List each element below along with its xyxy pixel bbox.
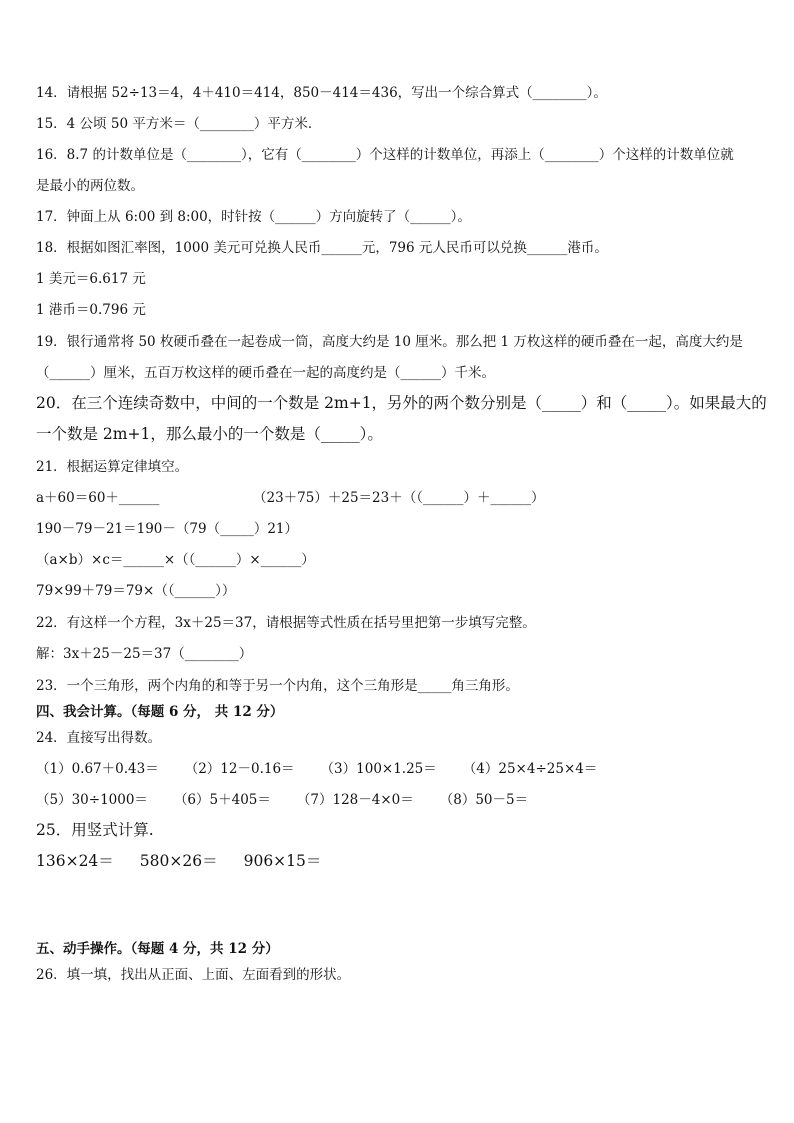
question-24-row2 (36, 791, 554, 809)
question-16-line1: 16．8.7 的计数单位是（________），它有（________）个这样的计数单位，再添上（________）个这样的计数单位就 (36, 147, 734, 163)
question-15: 15．4 公顷 50 平方米＝（________）平方米． (36, 116, 322, 132)
question-14: 14．请根据 52÷13＝4，4＋410＝414，850－414＝436，写出一个综合算式（________）。 (36, 85, 607, 101)
question-26: 26．填一填，找出从正面、上面、左面看到的形状。 (36, 967, 351, 983)
question-23: 23．一个三角形，两个内角的和等于另一个内角，这个三角形是_____角三角形。 (36, 678, 519, 694)
section-5-title: 五、动手操作。（每题 4 分，共 12 分） (36, 941, 279, 957)
calc-item: （6）5＋405＝ (173, 792, 271, 808)
calc-item: （5）30÷1000＝ (36, 792, 148, 808)
calc-item: （1）0.67＋0.43＝ (36, 761, 159, 777)
question-18: 18．根据如图汇率图，1000 美元可兑换人民币______元，796 元人民币可以兑换______港币。 (36, 240, 608, 256)
question-24: 24．直接写出得数。 (36, 730, 162, 746)
question-17: 17．钟面上从 6:00 到 8:00，时针按（______）方向旋转了（______）。 (36, 209, 471, 225)
question-21-item-b: （23＋75）＋25＝23＋（（______）＋______） (253, 490, 545, 506)
calc-item: （4）25×4÷25×4＝ (462, 761, 598, 777)
vertical-calc-item: 906×15＝ (243, 852, 322, 870)
section-4-title: 四、我会计算。（每题 6 分， 共 12 分） (36, 704, 284, 720)
question-21-item-d: （a×b）×c＝______×（（______）×______） (36, 552, 315, 568)
exchange-rate-hkd: 1 港币＝0.796 元 (36, 302, 146, 318)
question-22: 22．有这样一个方程，3x＋25＝37，请根据等式性质在括号里把第一步填写完整。 (36, 615, 536, 631)
question-22-solution: 解：3x＋25－25＝37（________） (36, 646, 253, 662)
question-24-row1 (36, 760, 623, 778)
question-25: 25．用竖式计算. (36, 821, 154, 839)
exchange-rate-usd: 1 美元＝6.617 元 (36, 271, 146, 287)
question-21: 21．根据运算定律填空。 (36, 459, 189, 475)
calc-item: （8）50－5＝ (439, 792, 529, 808)
question-20-line1: 20．在三个连续奇数中，中间的一个数是 2m+1，另外的两个数分别是（_____）和（_____）。如果最大的 (36, 394, 767, 412)
question-19-line1: 19．银行通常将 50 枚硬币叠在一起卷成一筒，高度大约是 10 厘米。那么把 1 万枚这样的硬币叠在一起，高度大约是 (36, 334, 743, 350)
question-21-item-a: a＋60＝60＋______ (36, 490, 160, 506)
question-25-items (36, 852, 347, 870)
vertical-calc-item: 580×26＝ (139, 852, 218, 870)
question-20-line2: 一个数是 2m+1，那么最小的一个数是（_____）。 (36, 425, 383, 443)
question-16-line2: 是最小的两位数。 (36, 178, 144, 194)
calc-item: （7）128－4×0＝ (296, 792, 414, 808)
question-21-item-e: 79×99＋79＝79×（（______）） (36, 583, 236, 599)
question-19-line2: （______）厘米，五百万枚这样的硬币叠在一起的高度约是（______）千米。 (36, 365, 495, 381)
vertical-calc-item: 136×24＝ (36, 852, 114, 870)
question-21-item-c: 190－79－21＝190－（79（_____）21） (36, 521, 298, 537)
calc-item: （2）12－0.16＝ (184, 761, 295, 777)
calc-item: （3）100×1.25＝ (320, 761, 437, 777)
